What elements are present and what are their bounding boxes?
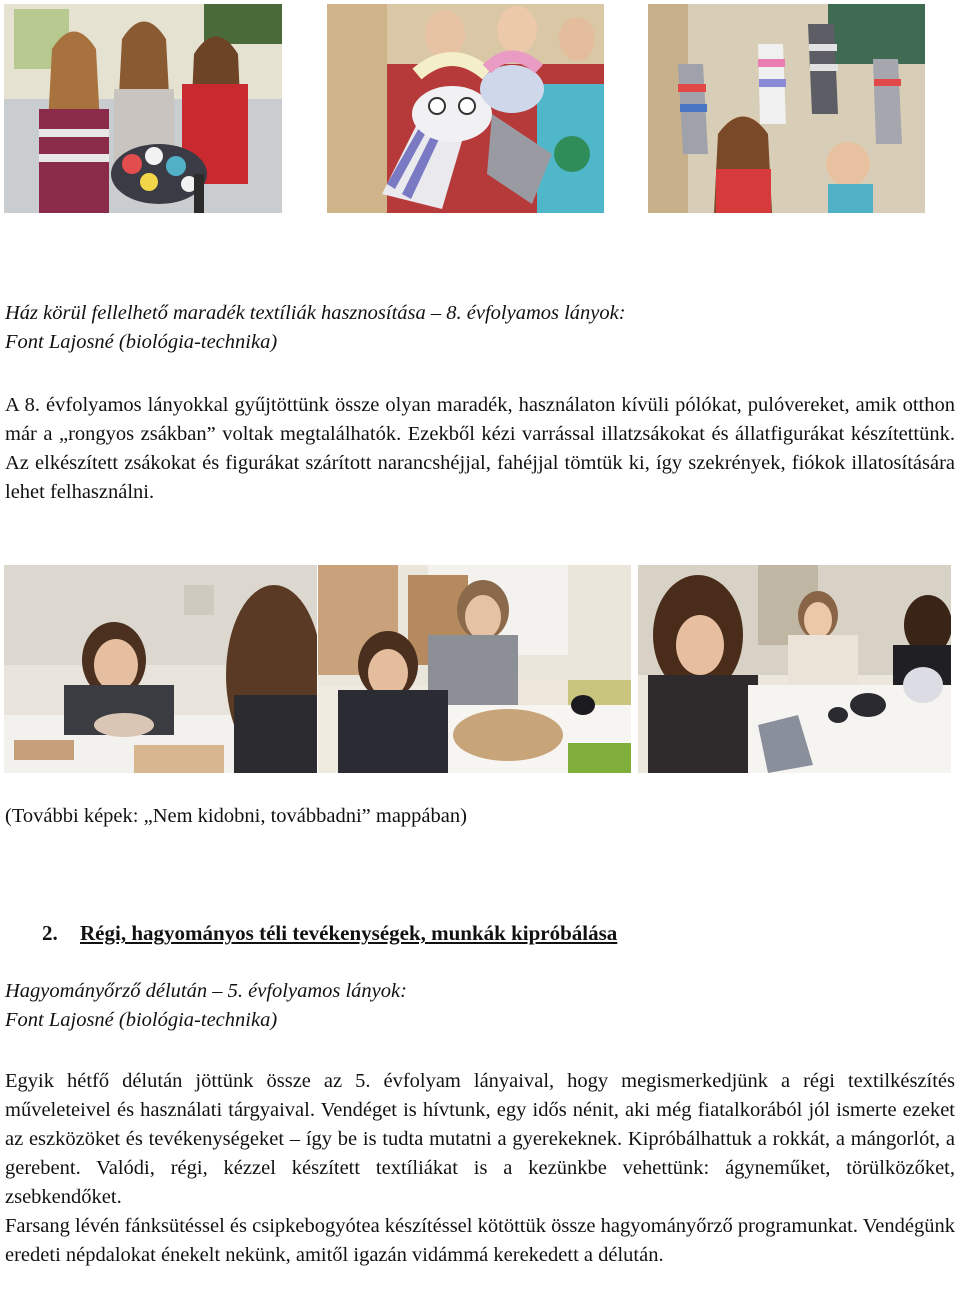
photo-girls-at-table [638,565,951,773]
section1-subtitle-line2: Font Lajosné (biológia-technika) [5,331,278,353]
photo-sock-puppets-closeup [327,4,604,213]
section1-paragraph: A 8. évfolyamos lányokkal gyűjtöttünk össze olyan maradék, használaton kívüli pólókat, pulóvereket, amik otthon már a „rongyos zsákban” voltak megtalálhatók. Ezekből kézi varrással illatzsákokat és állatfigurákat készítettünk. Az elkészített zsákokat és figurákat szárított narancshéjjal, fahéjjal tömtük ki, így szekrények, fiókok illatosítására lehet felhasználni. [5,394,955,503]
section2-heading [42,919,617,948]
section2-number: 2. [42,921,58,945]
section1-subtitle-line1: Ház körül fellelhető maradék textíliák hasznosítása – 8. évfolyamos lányok: [5,302,626,324]
section2-subtitle-line1: Hagyományőrző délután – 5. évfolyamos lányok: [5,980,407,1002]
photo-girl-sewing [4,565,317,773]
photo-raised-sock-puppets [648,4,925,213]
section2-paragraph1: Egyik hétfő délután jöttünk össze az 5. évfolyam lányaival, hogy megismerkedjünk a régi textilkészítés műveleteivel és használati tárgyaival. Vendéget is hívtunk, egy idős nénit, aki még fiatalkorából jól ismerte ezeket az eszközöket és tevékenységeket – így be is tudta mutatni a gyerekeknek. Kipróbálhattuk a rokkát, a mángorlót, a gerebent. Valódi, régi, kézzel készített textíliákat is a kezünkbe vehettünk: ágyneműket, törülközőket, zsebkendőket. [5,1070,955,1208]
section1-more-photos-note: (További képek: „Nem kidobni, továbbadni” mappában) [5,805,467,827]
photo-classroom-sewing-group [318,565,631,773]
section2-title: Régi, hagyományos téli tevékenységek, munkák kipróbálása [80,921,618,945]
photo-girls-with-puppets [4,4,282,213]
section2-subtitle-line2: Font Lajosné (biológia-technika) [5,1009,278,1031]
section2-paragraph2: Farsang lévén fánksütéssel és csipkebogyótea készítéssel kötöttük össze hagyományőrző programunkat. Vendégünk eredeti népdalokat énekelt nekünk, amitől igazán vidámmá kerekedett a délután. [5,1215,955,1266]
